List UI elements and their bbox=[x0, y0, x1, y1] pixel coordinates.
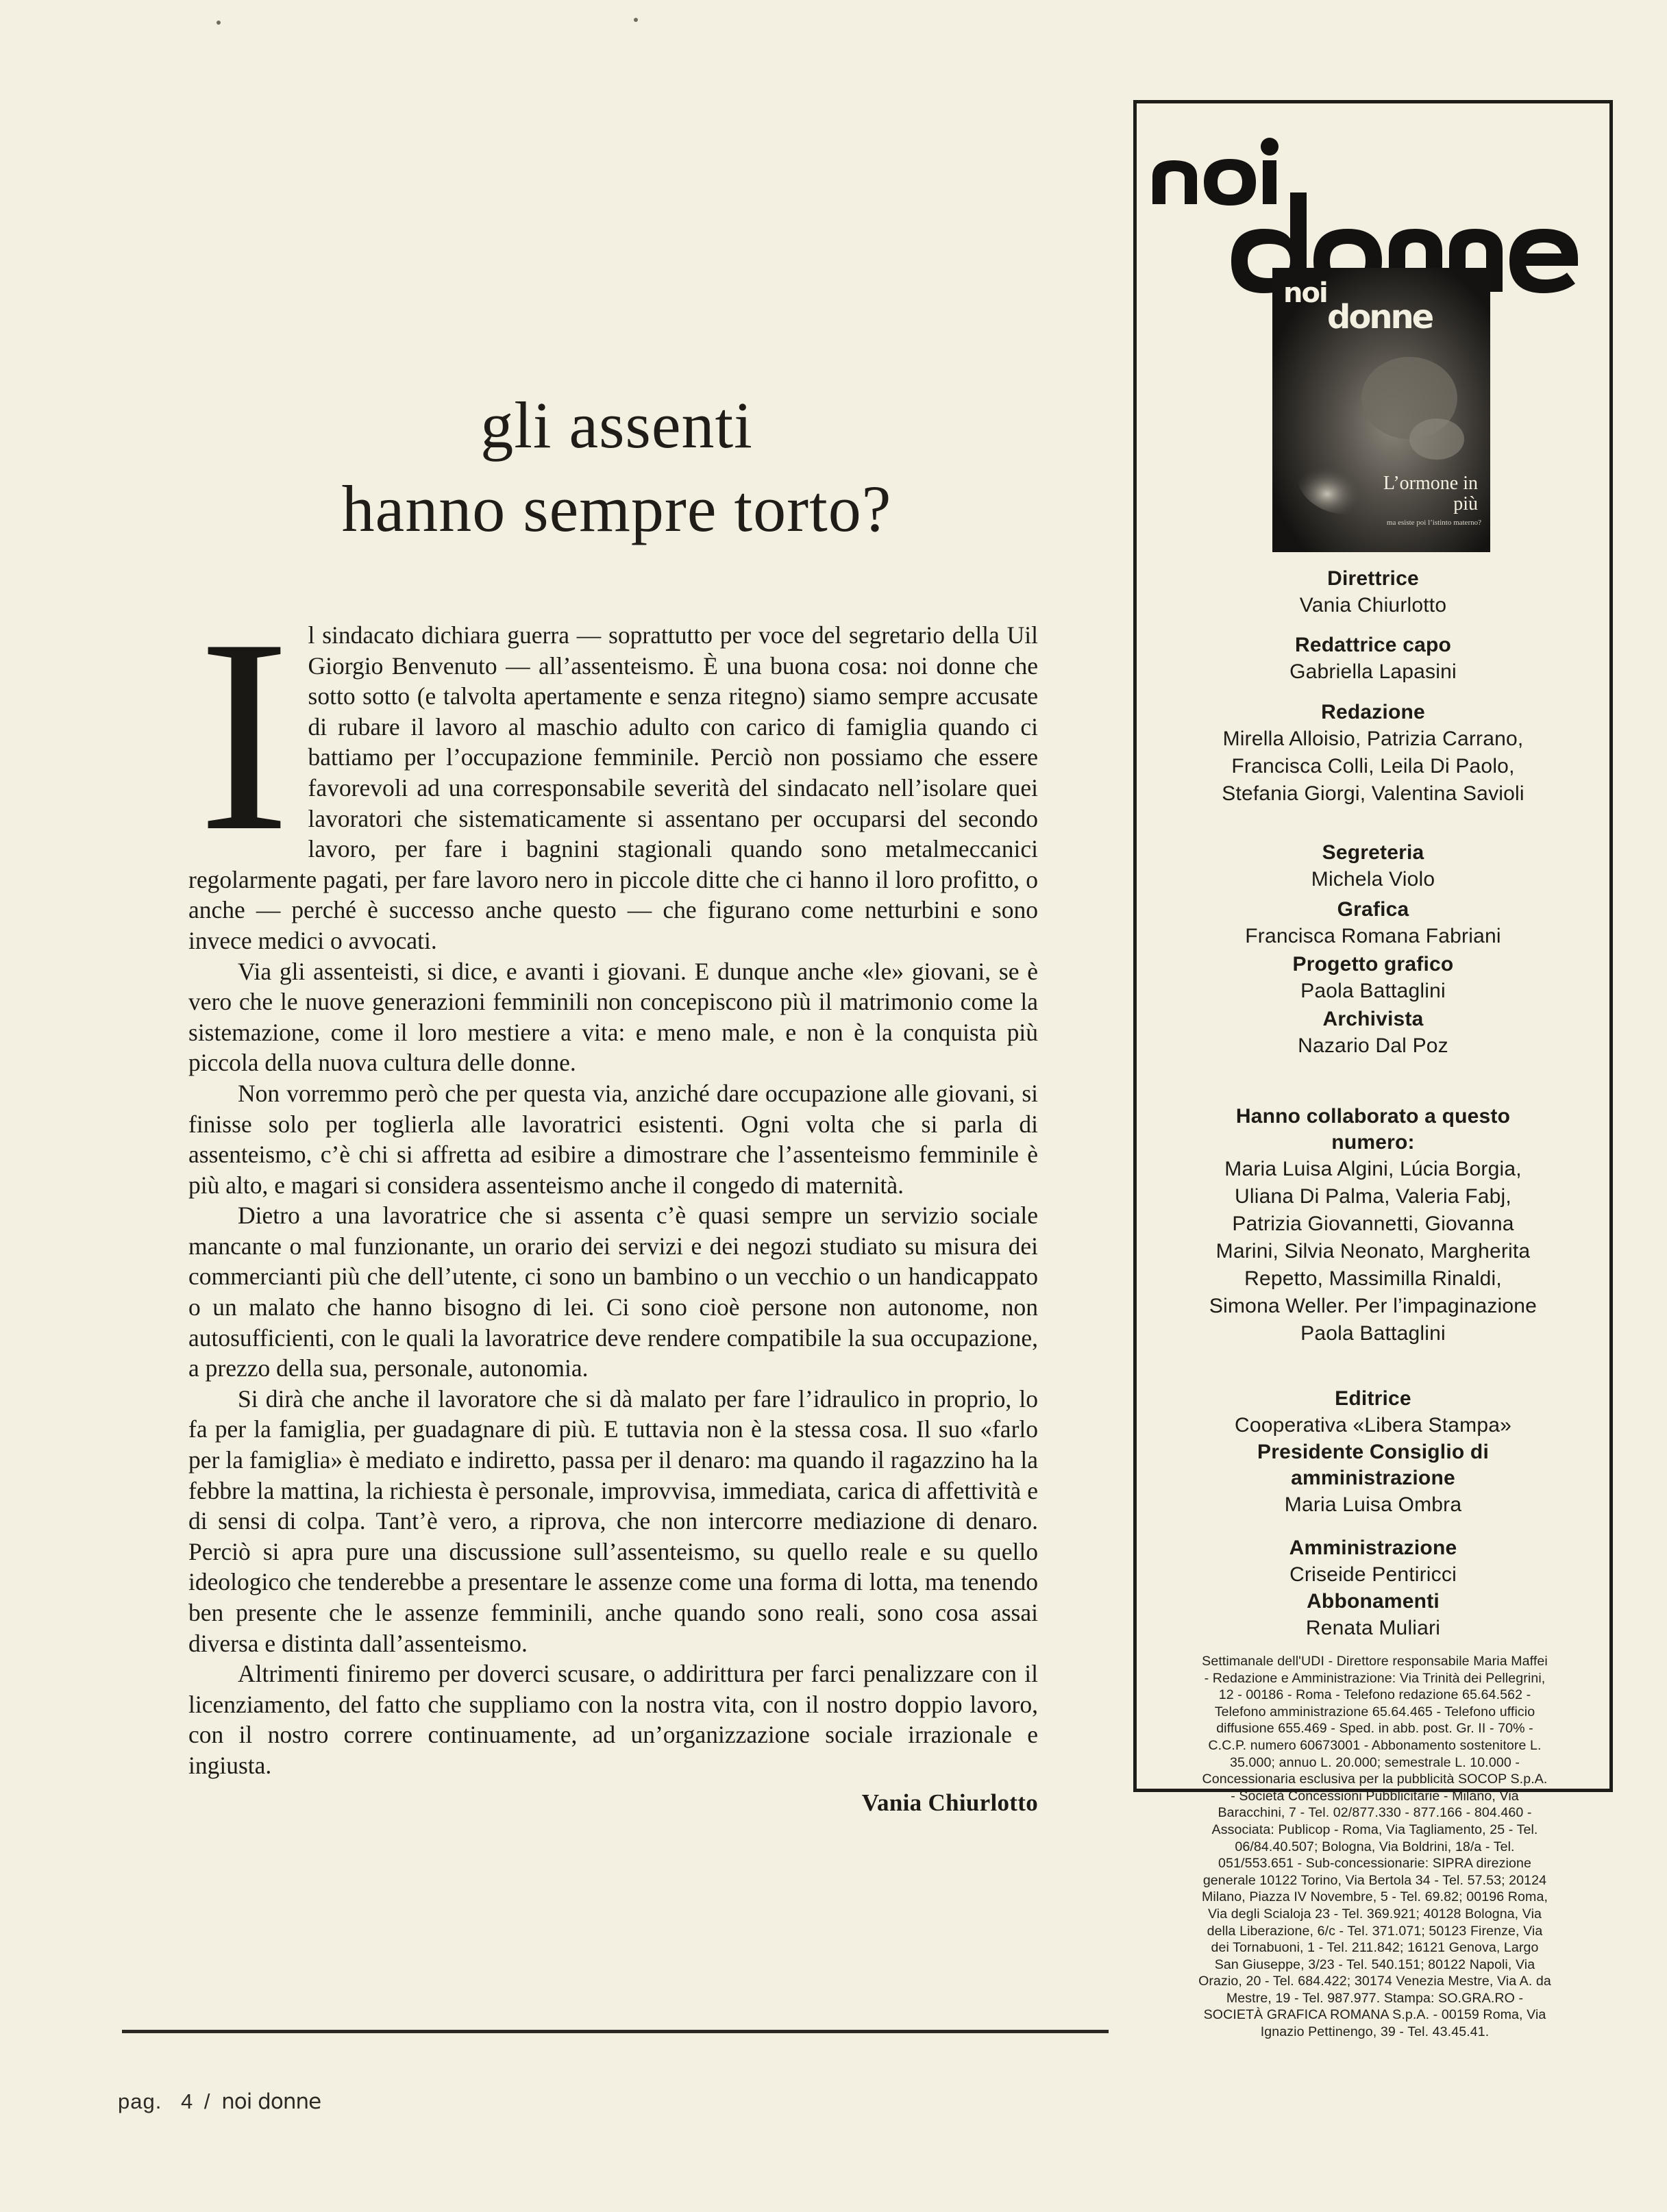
article-paragraph: Altrimenti finiremo per doverci scusare, o addirittura per farci penalizzare con il licenziamento, del fatto che suppliamo con la nostra vita, con il nostro doppio lavoro, con il nostro correre continuamente, ad un’organizzazione sociale irrazionale e ingiusta. bbox=[188, 1660, 1038, 1779]
paper-speck bbox=[217, 21, 221, 25]
article-paragraph: Non vorremmo però che per questa via, anziché dare occupazione alle giovani, si finisse solo per toglierla alle lavoratrici esistenti. Ogni volta che si parla di assenteismo, c’è chi si affretta ad esibire a dimostrare che l’assenteismo femminile è più alto, e magari si considera assenteismo anche il congedo di maternità. bbox=[188, 1079, 1038, 1199]
staff-role: Direttrice bbox=[1327, 567, 1419, 590]
paper-speck bbox=[634, 18, 638, 22]
colophon-line: SOCIETÀ GRAFICA ROMANA S.p.A. - 00159 Roma, Via bbox=[1203, 2007, 1546, 2023]
staff-archivista bbox=[1137, 1006, 1609, 1060]
staff-role: Redazione bbox=[1321, 701, 1425, 723]
staff-name: Francisca Colli, Leila Di Paolo, bbox=[1231, 755, 1515, 778]
colophon-line: 12 - 00186 - Roma - Telefono redazione 65.64.562 - bbox=[1218, 1687, 1531, 1703]
svg-text:noi: noi bbox=[1283, 277, 1327, 309]
cover-logo bbox=[1272, 268, 1490, 343]
staff-name: Mirella Alloisio, Patrizia Carrano, bbox=[1222, 728, 1524, 750]
article-byline: Vania Chiurlotto bbox=[861, 1789, 1038, 1816]
colophon-line: - Redazione e Amministrazione: Via Trinità dei Pellegrini, bbox=[1204, 1670, 1546, 1686]
staff-role: Archivista bbox=[1322, 1008, 1424, 1030]
colophon-line: generale 10122 Torino, Via Bertola 34 - Tel. 57.53; 20124 bbox=[1202, 1872, 1547, 1888]
colophon-line: Settimanale dell'UDI - Direttore responsabile Maria Maffei bbox=[1202, 1654, 1548, 1669]
footer-brand: noi donne bbox=[221, 2089, 321, 2114]
staff-name: Nazario Dal Poz bbox=[1298, 1034, 1448, 1057]
article-headline bbox=[206, 384, 1028, 551]
staff-redattrice-capo bbox=[1137, 632, 1609, 686]
colophon-line: Telefono amministrazione 65.64.465 - Telefono ufficio bbox=[1214, 1704, 1535, 1719]
drop-cap: I bbox=[198, 582, 291, 888]
colophon-line: Associata: Publicop - Roma, Via Tagliamento, 25 - Tel. bbox=[1211, 1822, 1538, 1837]
article-paragraph: Si dirà che anche il lavoratore che si dà malato per fare l’idraulico in proprio, lo fa per la famiglia, per guadagnare di più. E tuttavia non è la stessa cosa. Il suo «farlo per la famiglia» è mediato e indiretto, passa per il denaro: ma quando il ragazzino ha la febbre la mattina, la richiesta è personale, improvvisa, immediata, carica di affettività e di sensi di colpa. Tant’è vero, a riprova, che non intercorre mediazione di denaro. Perciò si apra pure una discussione sull’assenteismo, su quello reale e su quello ideologico che tenderebbe a presentare le assenze come una forma di lotta, ma tenendo ben presente che le assenze femminili, anche quando sono reali, sono cosa assai diversa e distinta dall’assenteismo. bbox=[188, 1384, 1038, 1657]
staff-name: Criseide Pentiricci bbox=[1289, 1563, 1457, 1586]
staff-role: Progetto grafico bbox=[1292, 953, 1454, 975]
article-paragraph: Dietro a una lavoratrice che si assenta c’è quasi sempre un servizio sociale mancante o mal funzionante, un orario dei servizi e dei negozi studiato su misura dei commercianti più che dell’utente, ci sono un bambino o un vecchio o un handicappato o un malato che hanno bisogno di lei. Ci sono cioè persone non autonome, non autosufficienti, con le quali la lavoratrice deve rendere compatibile la sua occupazione, a prezzo della sua, personale, autonomia. bbox=[188, 1202, 1038, 1382]
article-body bbox=[188, 582, 1038, 1818]
cover-subtitle: ma esiste poi l’istinto materno? bbox=[1386, 519, 1481, 527]
masthead-box bbox=[1133, 100, 1613, 2040]
article-paragraph: l sindacato dichiara guerra — soprattutto per voce del segretario della Uil Giorgio Benvenuto — all’assenteismo. È una buona cosa: noi donne che sotto sotto (e talvolta apertamente e senza ritegno) siamo sempre accusate di rubare il lavoro al maschio adulto con carico di famiglia quando ci battiamo per l’occupazione femminile. Perciò non possiamo che essere favorevoli ad una corresponsabile severità del sindacato nell’isolare quei lavoratori che sistematicamente si assentano per occuparsi del secondo lavoro, per fare i bagnini stagionali quando sono metalmeccanici regolarmente pagati, per fare lavoro nero in piccole ditte che ci hanno il loro profitto, o anche — perché è successo anche questo — che figurano come netturbini e sono invece medici o avvocati. bbox=[188, 621, 1038, 954]
page-number: 4 bbox=[180, 2089, 194, 2113]
colophon-line: Milano, Piazza IV Novembre, 5 - Tel. 69.82; 00196 Roma, bbox=[1201, 1889, 1548, 1905]
colophon-line: C.C.P. numero 60673001 - Abbonamento sostenitore L. bbox=[1208, 1737, 1542, 1753]
staff-name: Paola Battaglini bbox=[1300, 980, 1446, 1002]
staff-name: Stefania Giorgi, Valentina Savioli bbox=[1222, 782, 1524, 805]
colophon-line: Orazio, 20 - Tel. 684.422; 30174 Venezia Mestre, Via A. da bbox=[1198, 1974, 1551, 1989]
staff-abbonamenti bbox=[1137, 1589, 1609, 1642]
contributors-block bbox=[1137, 1104, 1609, 1347]
footer-separator: / bbox=[203, 2089, 211, 2113]
staff-role: Grafica bbox=[1337, 898, 1409, 921]
staff-direttrice bbox=[1137, 566, 1609, 619]
staff-name: Michela Violo bbox=[1311, 868, 1435, 891]
article-paragraph: Via gli assenteisti, si dice, e avanti i giovani. E dunque anche «le» giovani, se è vero che le nuove generazioni femminili non concepiscono più il matrimonio come la sistemazione, come il loro mestiere a vita: e meno male, e non è la conquista più piccola della nuova cultura delle donne. bbox=[188, 957, 1038, 1077]
contributor-names: Uliana Di Palma, Valeria Fabj, bbox=[1235, 1185, 1511, 1208]
contributor-names: Maria Luisa Algini, Lúcia Borgia, bbox=[1224, 1158, 1522, 1180]
staff-name: Cooperativa «Libera Stampa» bbox=[1235, 1414, 1511, 1437]
staff-name: Vania Chiurlotto bbox=[1299, 594, 1447, 617]
contributors-heading: Hanno collaborato a questo bbox=[1235, 1105, 1511, 1128]
staff-progetto-grafico bbox=[1137, 952, 1609, 1005]
colophon-line: Ignazio Pettinengo, 39 - Tel. 43.45.41. bbox=[1260, 2024, 1490, 2040]
contributor-names: Paola Battaglini bbox=[1300, 1322, 1446, 1345]
colophon-line: 06/84.40.507; Bologna, Via Boldrini, 18/a - Tel. bbox=[1235, 1839, 1515, 1854]
colophon-line: San Giuseppe, 3/23 - Tel. 540.151; 80122 Napoli, Via bbox=[1214, 1956, 1535, 1972]
contributor-names: Simona Weller. Per l’impaginazione bbox=[1209, 1295, 1538, 1317]
colophon-line: 35.000; annuo L. 20.000; semestrale L. 10.000 - bbox=[1230, 1754, 1520, 1770]
svg-text:donne: donne bbox=[1327, 298, 1433, 336]
staff-role: Amministrazione bbox=[1289, 1537, 1457, 1559]
contributor-names: Marini, Silvia Neonato, Margherita bbox=[1215, 1240, 1531, 1263]
staff-role: Redattrice capo bbox=[1294, 634, 1452, 656]
colophon-line: Mestre, 19 - Tel. 987.977. Stampa: SO.GRA.RO - bbox=[1226, 1990, 1524, 2006]
staff-grafica bbox=[1137, 897, 1609, 950]
contributor-names: Patrizia Giovannetti, Giovanna bbox=[1232, 1213, 1514, 1235]
cover-headline: L’ormone in più bbox=[1383, 473, 1478, 514]
staff-name: Maria Luisa Ombra bbox=[1284, 1493, 1462, 1516]
colophon-line: Concessionaria esclusiva per la pubblicità SOCOP S.p.A. bbox=[1202, 1772, 1548, 1787]
staff-name: Francisca Romana Fabriani bbox=[1245, 925, 1501, 947]
footer-rule bbox=[122, 2030, 1109, 2033]
page-footer bbox=[118, 2089, 321, 2114]
staff-editrice bbox=[1137, 1386, 1609, 1439]
contributor-names: Repetto, Massimilla Rinaldi, bbox=[1244, 1267, 1502, 1290]
staff-role: Editrice bbox=[1335, 1387, 1411, 1410]
colophon-line: dei Tornabuoni, 1 - Tel. 211.842; 16121 Genova, Largo bbox=[1211, 1940, 1539, 1956]
colophon-line: Baracchini, 7 - Tel. 02/877.330 - 877.166 - 804.460 - bbox=[1218, 1805, 1532, 1821]
staff-name: Gabriella Lapasini bbox=[1289, 660, 1457, 683]
staff-redazione bbox=[1137, 699, 1609, 808]
headline-line-2: hanno sempre torto? bbox=[341, 472, 892, 545]
staff-amministrazione bbox=[1137, 1535, 1609, 1589]
colophon-line: diffusione 655.469 - Sped. in abb. post. Gr. II - 70% - bbox=[1216, 1721, 1533, 1737]
colophon-line: - Società Concessioni Pubblicitarie - Milano, Via bbox=[1231, 1788, 1519, 1804]
staff-name: Renata Muliari bbox=[1305, 1617, 1441, 1639]
staff-role: Segreteria bbox=[1322, 841, 1424, 864]
contributors-heading: numero: bbox=[1331, 1131, 1415, 1154]
staff-role: amministrazione bbox=[1291, 1467, 1455, 1489]
colophon-line: 051/553.651 - Sub-concessionarie: SIPRA direzione bbox=[1218, 1856, 1531, 1872]
cover-image bbox=[1272, 268, 1490, 552]
colophon-line: Via degli Scialoja 23 - Tel. 369.921; 40128 Bologna, Via bbox=[1207, 1906, 1542, 1922]
staff-role: Presidente Consiglio di bbox=[1257, 1441, 1489, 1463]
colophon-line: della Liberazione, 6/c - Tel. 371.071; 50123 Firenze, Via bbox=[1207, 1923, 1543, 1939]
colophon bbox=[1164, 1653, 1585, 2041]
staff-presidente bbox=[1137, 1439, 1609, 1519]
page-label: pag. bbox=[118, 2089, 162, 2113]
headline-line-1: gli assenti bbox=[480, 388, 753, 462]
staff-role: Abbonamenti bbox=[1307, 1590, 1440, 1613]
staff-segreteria bbox=[1137, 840, 1609, 893]
